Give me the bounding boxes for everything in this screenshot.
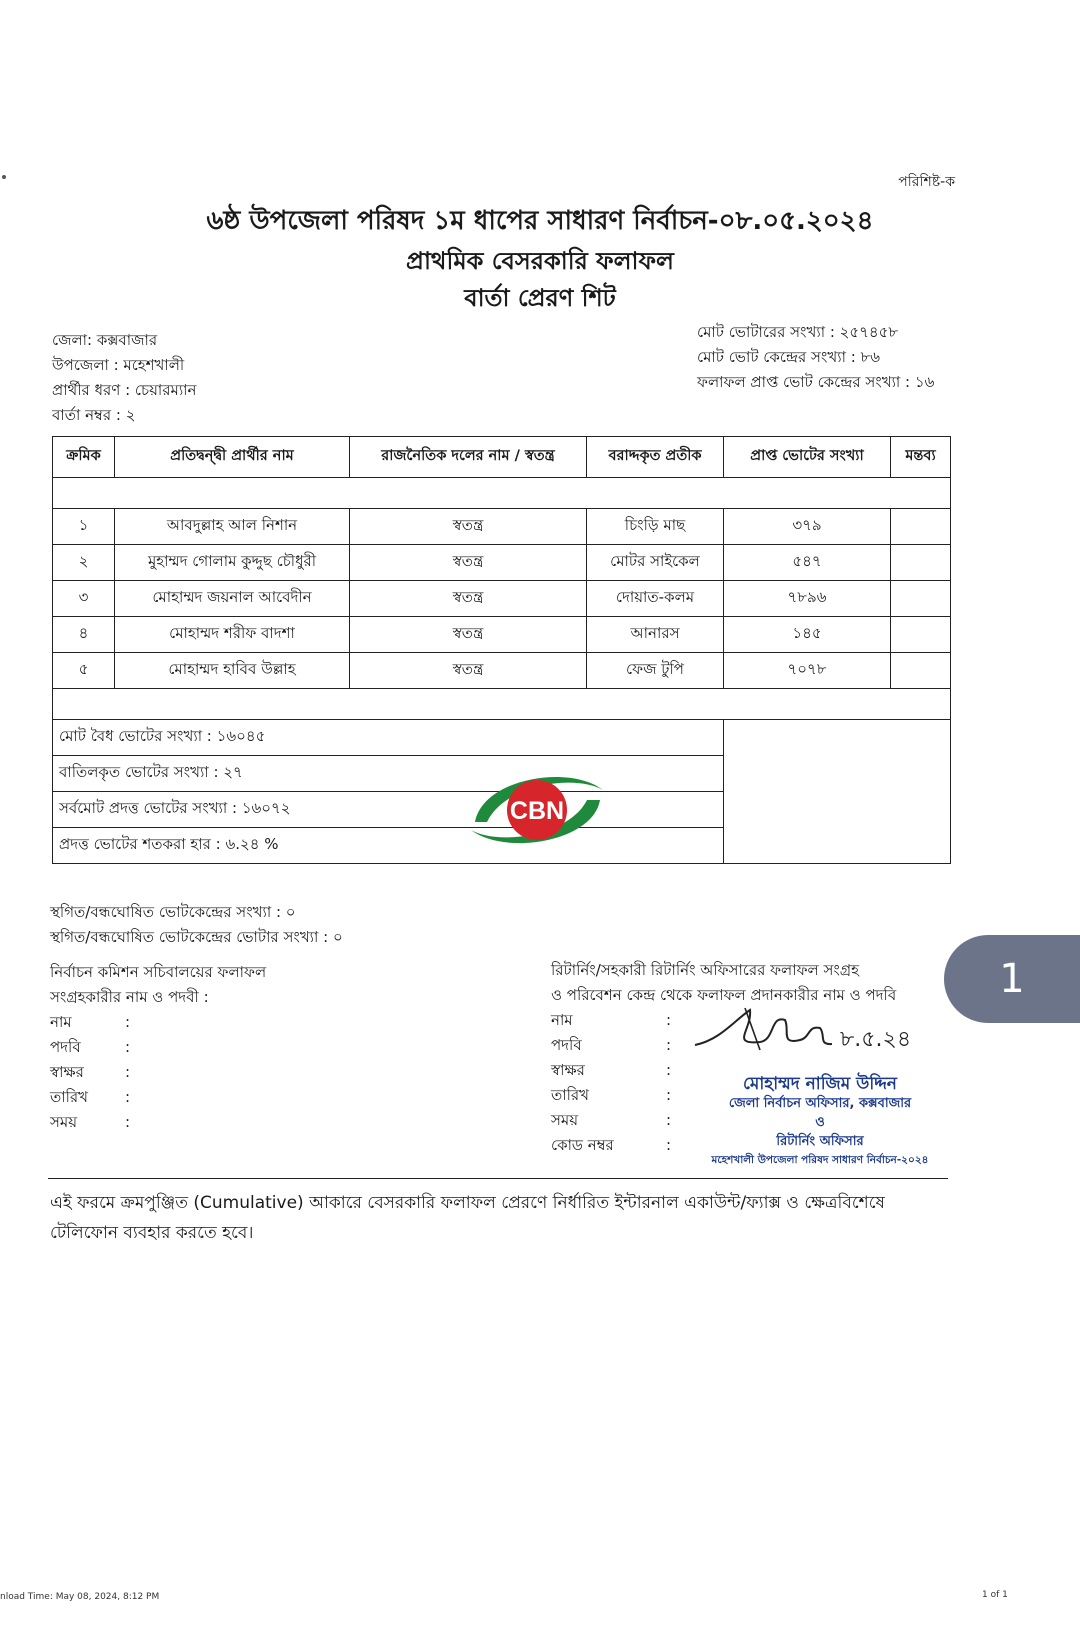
handwritten-signature — [690, 1000, 930, 1074]
table-row: ২ মুহাম্মদ গোলাম কুদ্দুছ চৌধুরী স্বতন্ত্র মোটর সাইকেল ৫৪৭ — [53, 545, 951, 581]
field-row: নাম : — [551, 1011, 672, 1029]
field-row: স্বাক্ষর : — [50, 1063, 131, 1081]
ro-heading-1: রিটার্নিং/সহকারী রিটার্নিং অফিসারের ফলাফল সংগ্রহ — [551, 961, 859, 979]
stamp-name: মোহাম্মদ নাজিম উদ্দিন — [743, 1074, 897, 1094]
header-serial: ক্রমিক — [53, 437, 115, 478]
signature-date: ৮.৫.২৪ — [840, 1027, 912, 1052]
district: জেলা: কক্সবাজার — [52, 331, 158, 349]
field-row: কোড নম্বর : — [551, 1136, 672, 1154]
header-votes: প্রাপ্ত ভোটের সংখ্যা — [724, 437, 891, 478]
stamp-line-1: জেলা নির্বাচন অফিসার, কক্সবাজার — [728, 1096, 912, 1111]
annex-label: পরিশিষ্ট-ক — [898, 174, 955, 190]
summary-percentage: প্রদত্ত ভোটের শতকরা হার : ৬.২৪ % — [53, 828, 724, 864]
document-title: ৬ষ্ঠ উপজেলা পরিষদ ১ম ধাপের সাধারণ নির্বাচন-০৮.০৫.২০২৪ — [206, 206, 874, 236]
meta-left — [52, 328, 197, 428]
field-row: পদবি : — [551, 1036, 672, 1054]
cbn-logo-icon — [465, 770, 610, 850]
summary-side-box — [724, 720, 951, 864]
table-spacer-row — [53, 478, 951, 509]
ec-heading-1: নির্বাচন কমিশন সচিবালয়ের ফলাফল — [50, 963, 267, 981]
summary-valid-row — [53, 720, 951, 756]
ec-heading-2: সংগ্রহকারীর নাম ও পদবী : — [50, 988, 209, 1006]
ro-heading-2: ও পরিবেশন কেন্দ্র থেকে ফলাফল প্রদানকারীর নাম ও পদবি — [551, 986, 897, 1004]
summary-total-cast: সর্বমোট প্রদত্ত ভোটের সংখ্যা : ১৬০৭২ — [53, 792, 724, 828]
field-row: তারিখ : — [551, 1086, 672, 1104]
stamp-line-3: রিটার্নিং অফিসার — [776, 1134, 864, 1149]
field-row: নাম : — [50, 1013, 131, 1031]
table-row: ৩ মোহাম্মদ জয়নাল আবেদীন স্বতন্ত্র দোয়াত-কলম ৭৮৯৬ — [53, 581, 951, 617]
summary-invalid: বাতিলকৃত ভোটের সংখ্যা : ২৭ — [53, 756, 724, 792]
total-voters: মোট ভোটারের সংখ্যা : ২৫৭৪৫৮ — [697, 323, 899, 341]
suspended-centres: স্থগিত/বন্ধঘোষিত ভোটকেন্দ্রের সংখ্যা : ০ — [50, 903, 296, 921]
field-row: তারিখ : — [50, 1088, 131, 1106]
suspended-notes — [50, 900, 343, 950]
meta-right — [697, 320, 934, 395]
header-candidate: প্রতিদ্বন্দ্বী প্রার্থীর নাম — [115, 437, 350, 478]
page-count: 1 of 1 — [982, 1590, 1008, 1600]
cbn-watermark-logo — [465, 770, 610, 854]
divider — [48, 1178, 948, 1179]
table-spacer-row — [53, 689, 951, 720]
message-number: বার্তা নম্বর : ২ — [52, 406, 136, 424]
field-row: সময় : — [551, 1111, 672, 1129]
signature-icon — [690, 1000, 930, 1070]
header-symbol: বরাদ্দকৃত প্রতীক — [587, 437, 724, 478]
field-row: সময় : — [50, 1113, 131, 1131]
header-remark: মন্তব্য — [891, 437, 951, 478]
footnote: এই ফরমে ক্রমপুঞ্জিত (Cumulative) আকারে বেসরকারি ফলাফল প্রেরণে নির্ধারিত ইন্টারনাল একাউন্ট/ফ্যাক্স ও ক্ষেত্রবিশেষে টেলিফোন ব্যবহার করতে হবে। — [50, 1193, 885, 1243]
scan-speck — [2, 175, 6, 179]
ec-collector-block — [50, 960, 266, 1135]
table-header-row — [53, 437, 951, 478]
result-centres: ফলাফল প্রাপ্ত ভোট কেন্দ্রের সংখ্যা : ১৬ — [697, 373, 935, 391]
table-row: ৫ মোহাম্মদ হাবিব উল্লাহ স্বতন্ত্র ফেজ টুপি ৭০৭৮ — [53, 653, 951, 689]
summary-valid: মোট বৈধ ভোটের সংখ্যা : ১৬০৪৫ — [53, 720, 724, 756]
sheet-title: বার্তা প্রেরণ শিট — [464, 284, 616, 312]
candidate-type: প্রার্থীর ধরণ : চেয়ারম্যান — [52, 381, 197, 399]
download-time: nload Time: May 08, 2024, 8:12 PM — [0, 1592, 160, 1602]
logo-text: CBN — [509, 797, 565, 825]
stamp-line-4: মহেশখালী উপজেলা পরিষদ সাধারণ নির্বাচন-২০২৪ — [711, 1154, 929, 1166]
official-stamp — [700, 1075, 940, 1170]
field-row: স্বাক্ষর : — [551, 1061, 672, 1079]
field-row: পদবি : — [50, 1038, 131, 1056]
stamp-line-2: ও — [815, 1115, 825, 1130]
suspended-voters: স্থগিত/বন্ধঘোষিত ভোটকেন্দ্রের ভোটার সংখ্যা : ০ — [50, 928, 343, 946]
upazila: উপজেলা : মহেশখালী — [52, 356, 185, 374]
page-indicator-badge[interactable]: 1 — [944, 935, 1080, 1023]
total-centres: মোট ভোট কেন্দ্রের সংখ্যা : ৮৬ — [697, 348, 881, 366]
table-row: ৪ মোহাম্মদ শরীফ বাদশা স্বতন্ত্র আনারস ১৪৫ — [53, 617, 951, 653]
header-party: রাজনৈতিক দলের নাম / স্বতন্ত্র — [350, 437, 587, 478]
table-row: ১ আবদুল্লাহ আল নিশান স্বতন্ত্র চিংড়ি মাছ ৩৭৯ — [53, 509, 951, 545]
document-subtitle: প্রাথমিক বেসরকারি ফলাফল — [406, 247, 674, 275]
